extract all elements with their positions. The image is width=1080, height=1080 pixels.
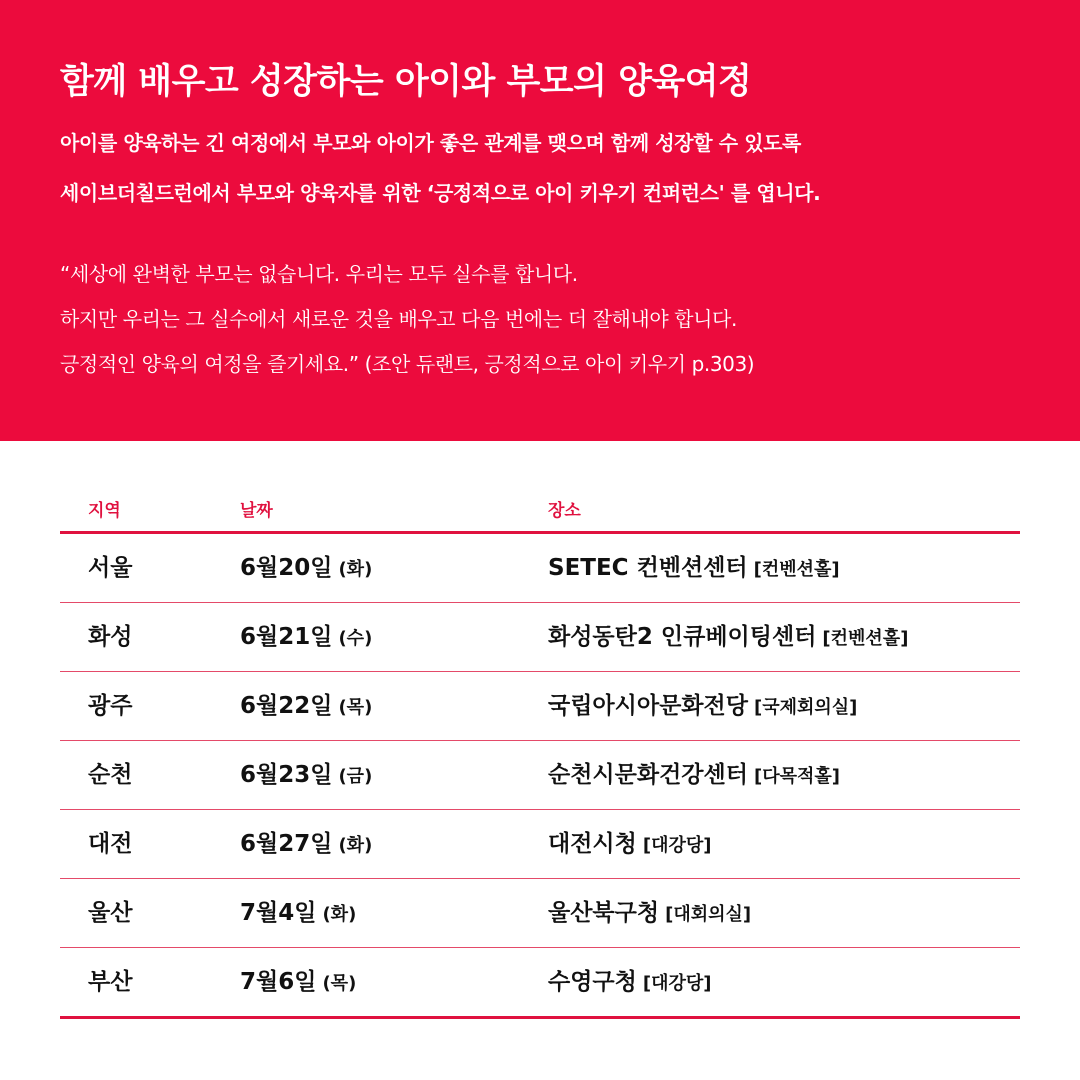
table-row: [60, 672, 1020, 741]
table-row: [60, 741, 1020, 810]
hall-name: [대강당]: [642, 973, 712, 994]
date-value: 6월21일: [240, 624, 333, 650]
hall-name: [대강당]: [642, 835, 712, 856]
header-venue: 장소: [548, 501, 581, 521]
venue-name: SETEC 컨벤션센터: [548, 555, 748, 581]
hall-name: [컨벤션홀]: [822, 628, 909, 649]
hall-name: [국제회의실]: [753, 697, 858, 718]
weekday: (목): [338, 697, 373, 718]
venue-cell: [548, 741, 840, 809]
quote-line: 하지만 우리는 그 실수에서 새로운 것을 배우고 다음 번에는 더 잘해내야 합니다.: [60, 307, 737, 331]
quote-line: 긍정적인 양육의 여정을 즐기세요.” (조안 듀랜트, 긍정적으로 아이 키우기 p.303): [60, 352, 755, 376]
table-header: [60, 486, 1020, 534]
venue-name: 화성동탄2 인큐베이팅센터: [548, 624, 817, 650]
date-cell: [240, 672, 372, 740]
quote-line: “세상에 완벽한 부모는 없습니다. 우리는 모두 실수를 합니다.: [60, 262, 578, 286]
venue-cell: [548, 603, 908, 671]
header-region: 지역: [88, 501, 121, 521]
hall-name: [대회의실]: [665, 904, 752, 925]
region-cell: 부산: [88, 969, 133, 995]
intro-line: 아이를 양육하는 긴 여정에서 부모와 아이가 좋은 관계를 맺으며 함께 성장할 수 있도록: [60, 131, 801, 155]
date-value: 6월23일: [240, 762, 333, 788]
venue-cell: [548, 879, 751, 947]
weekday: (화): [338, 835, 373, 856]
date-value: 6월22일: [240, 693, 333, 719]
weekday: (금): [338, 766, 373, 787]
region-cell: 화성: [88, 624, 133, 650]
region-cell: 서울: [88, 555, 133, 581]
venue-cell: [548, 810, 712, 878]
date-cell: [240, 603, 372, 671]
table-row: [60, 810, 1020, 879]
region-cell: 울산: [88, 900, 133, 926]
schedule-table: [60, 486, 1020, 1019]
date-cell: [240, 741, 372, 809]
hall-name: [다목적홀]: [753, 766, 840, 787]
venue-name: 수영구청: [548, 969, 637, 995]
intro-text: [60, 118, 820, 218]
date-value: 7월6일: [240, 969, 317, 995]
date-cell: [240, 948, 356, 1016]
venue-cell: [548, 672, 857, 740]
header-date: 날짜: [240, 501, 273, 521]
weekday: (화): [322, 904, 357, 925]
venue-name: 국립아시아문화전당: [548, 693, 748, 719]
venue-name: 대전시청: [548, 831, 637, 857]
weekday: (화): [338, 559, 373, 580]
venue-cell: [548, 948, 712, 1016]
venue-name: 울산북구청: [548, 900, 660, 926]
region-cell: 순천: [88, 762, 133, 788]
venue-cell: [548, 534, 840, 602]
page-title: 함께 배우고 성장하는 아이와 부모의 양육여정: [60, 62, 752, 102]
table-row: [60, 534, 1020, 603]
date-value: 6월20일: [240, 555, 333, 581]
table-row: [60, 603, 1020, 672]
hall-name: [컨벤션홀]: [753, 559, 840, 580]
weekday: (목): [322, 973, 357, 994]
header-banner: [0, 0, 1080, 441]
date-value: 6월27일: [240, 831, 333, 857]
table-row: [60, 948, 1020, 1019]
date-value: 7월4일: [240, 900, 317, 926]
date-cell: [240, 879, 356, 947]
region-cell: 광주: [88, 693, 133, 719]
date-cell: [240, 810, 372, 878]
intro-line: 세이브더칠드런에서 부모와 양육자를 위한 ‘긍정적으로 아이 키우기 컨퍼런스' 를 엽니다.: [60, 181, 821, 205]
date-cell: [240, 534, 372, 602]
weekday: (수): [338, 628, 373, 649]
quote-text: [60, 252, 754, 387]
table-row: [60, 879, 1020, 948]
venue-name: 순천시문화건강센터: [548, 762, 748, 788]
region-cell: 대전: [88, 831, 133, 857]
